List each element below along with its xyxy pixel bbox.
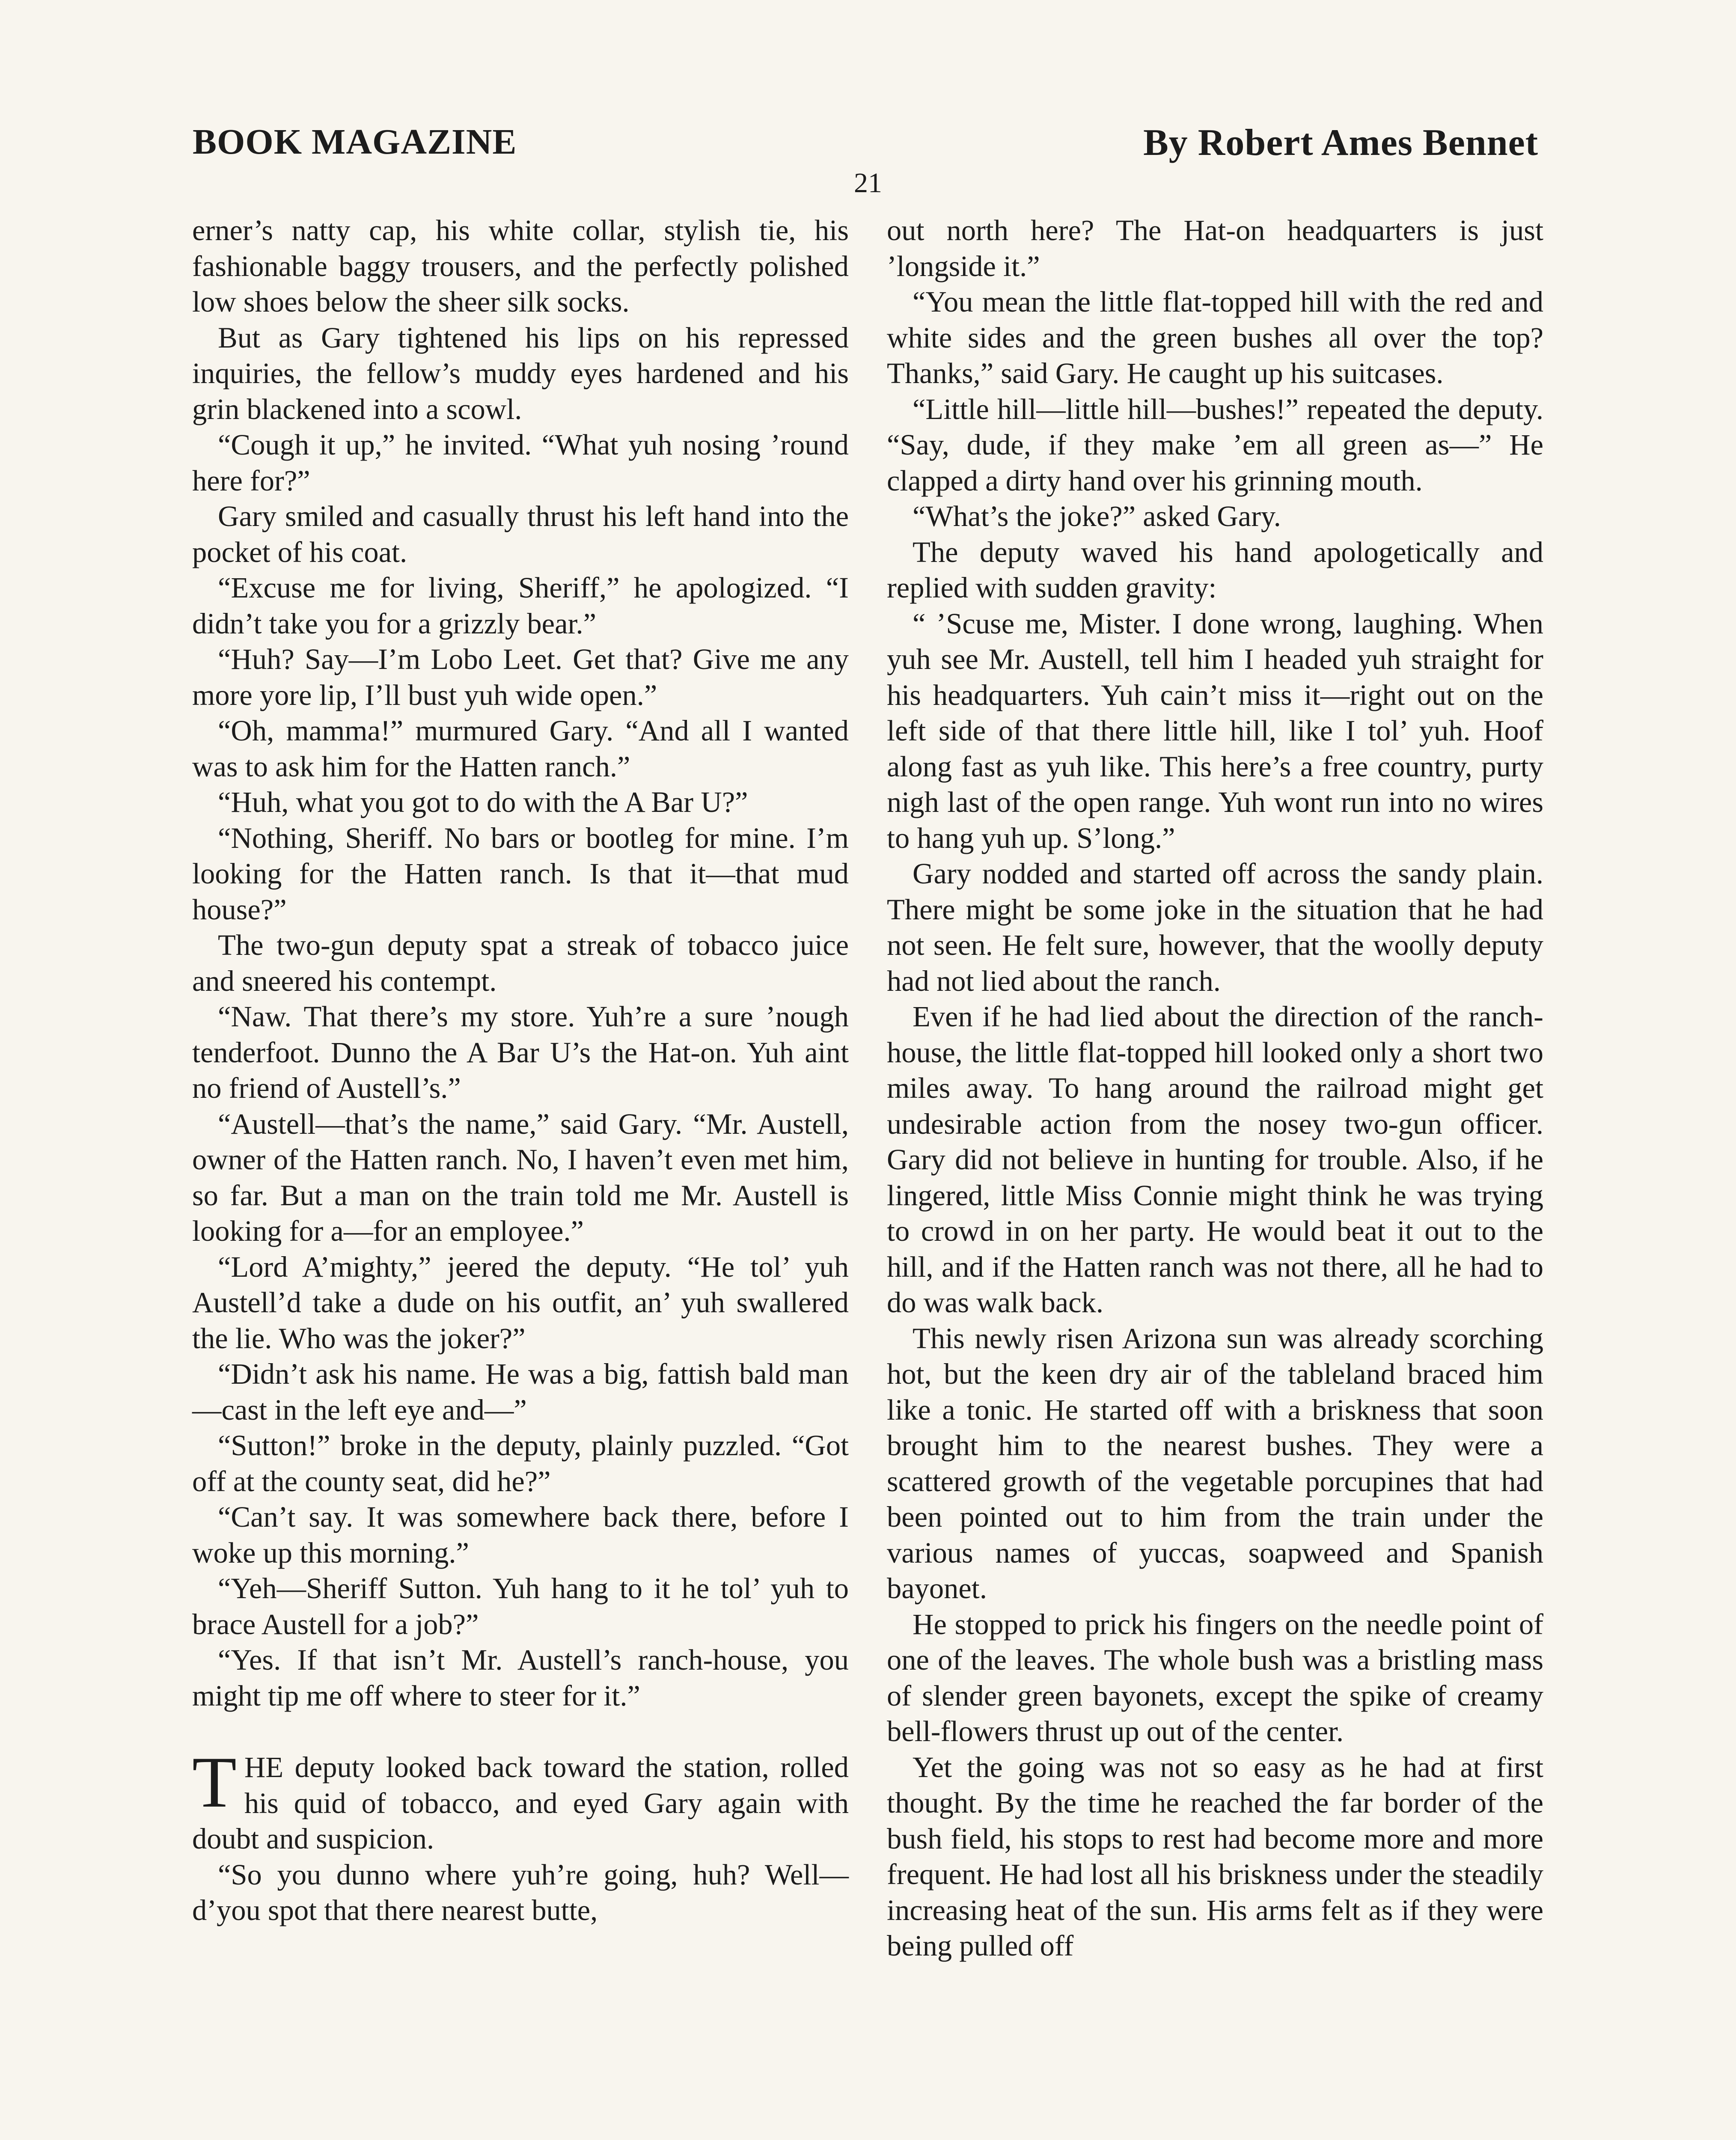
paragraph: “Huh? Say—I’m Lobo Leet. Get that? Give me any more yore lip, I’ll bust yuh wide open.” — [192, 643, 849, 711]
paragraph: Gary smiled and casually thrust his left hand into the pocket of his coat. — [192, 500, 849, 568]
paragraph: He stopped to prick his fingers on the needle point of one of the leaves. The whole bush was a bristling mass of slender green bayonets, except the spike of creamy bell-flowers thrust up out of the center. — [887, 1608, 1543, 1748]
page-number: 21 — [854, 167, 882, 199]
paragraph: “So you dunno where yuh’re going, huh? Well—d’you spot that there nearest butte, — [192, 1858, 849, 1926]
paragraph — [192, 1742, 849, 1857]
paragraph: “Yes. If that isn’t Mr. Austell’s ranch-house, you might tip me off where to steer for it.” — [192, 1644, 849, 1712]
paragraph: “Sutton!” broke in the deputy, plainly puzzled. “Got off at the county seat, did he?” — [192, 1429, 849, 1498]
paragraph: out north here? The Hat-on headquarters is just ’longside it.” — [887, 214, 1543, 282]
paragraph: “Excuse me for living, Sheriff,” he apologized. “I didn’t take you for a grizzly bear.” — [192, 571, 849, 640]
paragraph: Even if he had lied about the direction of the ranch-house, the little flat-topped hill looked only a short two miles away. To hang around the railroad might get undesirable action from the nosey two-gun officer. Gary did not believe in hunting for trouble. Also, if he lingered, little Miss Connie might think he was trying to crowd in on her party. He would beat it out to the hill, and if the Hatten ranch was not there, all he had to do was walk back. — [887, 1000, 1543, 1319]
text-column-right — [887, 213, 1543, 1964]
paragraph: “Can’t say. It was somewhere back there, before I woke up this morning.” — [192, 1501, 849, 1569]
paragraph: “Austell—that’s the name,” said Gary. “Mr. Austell, owner of the Hatten ranch. No, I haven’t even met him, so far. But a man on the train told me Mr. Austell is looking for a—for an employee.” — [192, 1107, 849, 1247]
paragraph: “Didn’t ask his name. He was a big, fattish bald man—cast in the left eye and—” — [192, 1358, 849, 1426]
paragraph: This newly risen Arizona sun was already scorching hot, but the keen dry air of the tableland braced him like a tonic. He started off with a briskness that soon brought him to the nearest bushes. They were a scattered growth of the vegetable porcupines that had been pointed out to him from the train under the various names of yuccas, soapweed and Spanish bayonet. — [887, 1322, 1543, 1605]
paragraph: But as Gary tightened his lips on his repressed inquiries, the fellow’s muddy eyes hardened and his grin blackened into a scowl. — [192, 321, 849, 425]
paragraph: The deputy waved his hand apologetically and replied with sudden gravity: — [887, 535, 1543, 604]
text-column-left — [192, 213, 849, 1929]
drop-cap-initial: T — [192, 1742, 237, 1822]
paragraph: The two-gun deputy spat a streak of tobacco juice and sneered his contempt. — [192, 929, 849, 997]
running-header-author: By Robert Ames Bennet — [1143, 122, 1538, 163]
paragraph: “Yeh—Sheriff Sutton. Yuh hang to it he tol’ yuh to brace Austell for a job?” — [192, 1572, 849, 1641]
paragraph: “Lord A’mighty,” jeered the deputy. “He tol’ yuh Austell’d take a dude on his outfit, an’ yuh swallered the lie. Who was the joker?” — [192, 1250, 849, 1355]
paragraph: “Nothing, Sheriff. No bars or bootleg for mine. I’m looking for the Hatten ranch. Is that it—that mud house?” — [192, 821, 849, 926]
paragraph-text: HE deputy looked back toward the station, rolled his quid of tobacco, and eyed Gary again with doubt and suspicion. — [192, 1751, 849, 1855]
paragraph: “Naw. That there’s my store. Yuh’re a sure ’nough tenderfoot. Dunno the A Bar U’s the Hat-on. Yuh aint no friend of Austell’s.” — [192, 1000, 849, 1104]
paragraph: “Little hill—little hill—bushes!” repeated the deputy. “Say, dude, if they make ’em all green as—” He clapped a dirty hand over his grinning mouth. — [887, 392, 1543, 497]
running-header-publication: BOOK MAGAZINE — [193, 122, 517, 162]
paragraph: “Huh, what you got to do with the A Bar U?” — [218, 786, 748, 818]
paragraph: “Cough it up,” he invited. “What yuh nosing ’round here for?” — [192, 428, 849, 497]
paragraph: Yet the going was not so easy as he had at first thought. By the time he reached the far border of the bush field, his stops to rest had become more and more frequent. He had lost all his briskness under the steadily increasing heat of the sun. His arms felt as if they were being pulled off — [887, 1751, 1543, 1962]
paragraph: “You mean the little flat-topped hill with the red and white sides and the green bushes all over the top? Thanks,” said Gary. He caught up his suitcases. — [887, 285, 1543, 389]
paragraph: “What’s the joke?” asked Gary. — [913, 500, 1281, 532]
paragraph: Gary nodded and started off across the sandy plain. There might be some joke in the situation that he had not seen. He felt sure, however, that the woolly deputy had not lied about the ranch. — [887, 857, 1543, 997]
paragraph: erner’s natty cap, his white collar, stylish tie, his fashionable baggy trousers, and the perfectly polished low shoes below the sheer silk socks. — [192, 214, 849, 318]
paragraph: “ ’Scuse me, Mister. I done wrong, laughing. When yuh see Mr. Austell, tell him I headed yuh straight for his headquarters. Yuh cain’t miss it—right out on the left side of that there little hill, like I tol’ yuh. Hoof along fast as yuh like. This here’s a free country, purty nigh last of the open range. Yuh wont run into no wires to hang yuh up. S’long.” — [887, 607, 1543, 854]
paragraph: “Oh, mamma!” murmured Gary. “And all I wanted was to ask him for the Hatten ranch.” — [192, 714, 849, 783]
